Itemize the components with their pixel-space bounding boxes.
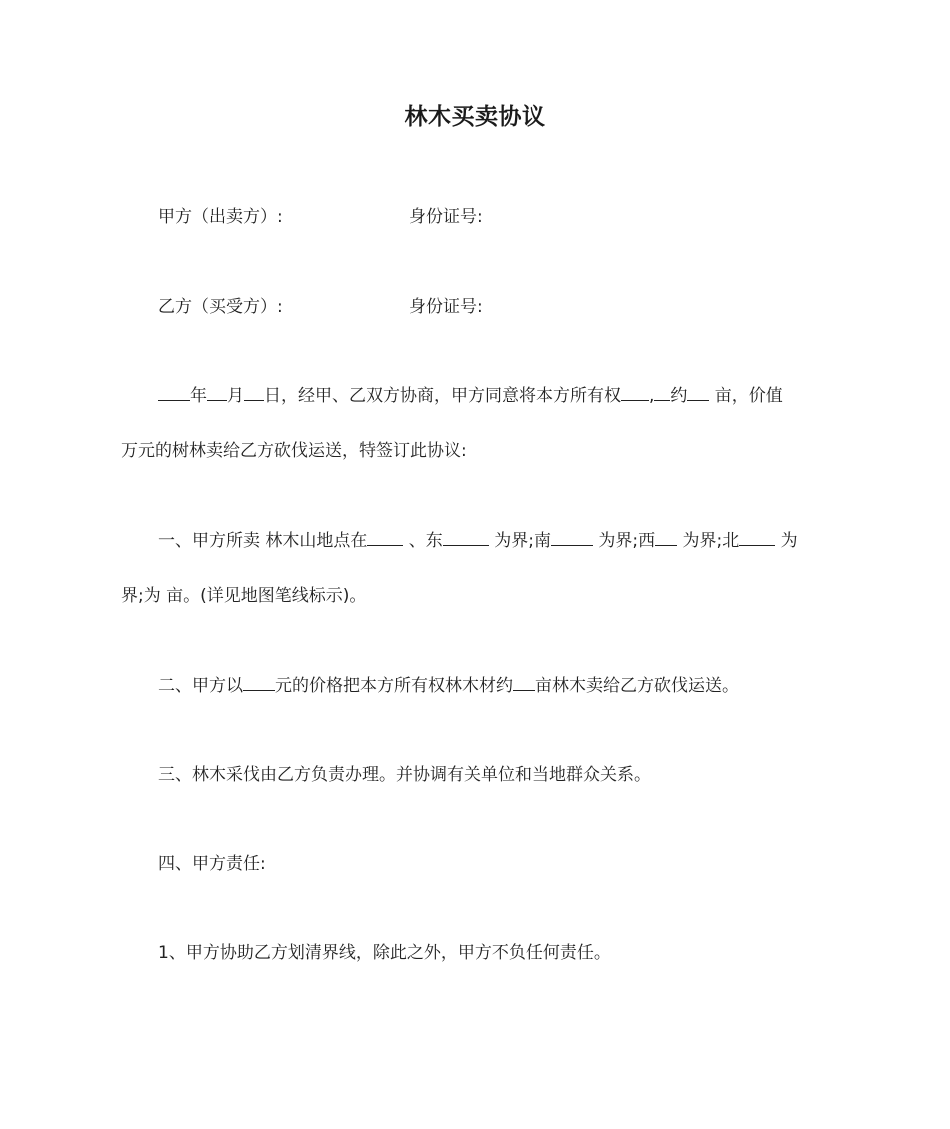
- intro-comma: ,: [649, 386, 655, 406]
- blank-ownership: [621, 386, 649, 401]
- blank-month: [207, 386, 227, 401]
- blank-area: [687, 386, 709, 401]
- blank-south: [551, 531, 593, 546]
- intro-month-text: 月: [227, 386, 244, 406]
- clause-1-south-text: 为界;南: [488, 531, 551, 551]
- intro-line-1: [121, 384, 868, 408]
- clause-1-north-text: 为界;北: [677, 531, 740, 551]
- clause-4-item-1: 1、甲方协助乙方划清界线，除此之外，甲方不负任何责任。: [158, 943, 611, 963]
- blank-mu: [513, 676, 535, 691]
- intro-value-text: 亩，价值: [709, 386, 783, 406]
- blank-north: [739, 531, 775, 546]
- clause-2-line: [121, 674, 868, 698]
- clause-2-timber-text: 元的价格把本方所有权林木材约: [275, 676, 513, 696]
- document-title: 林木买卖协议: [404, 104, 546, 130]
- party-b-label: 乙方（买受方）:: [158, 297, 283, 317]
- party-b-id-label: 身份证号:: [409, 297, 483, 317]
- blank-site: [367, 531, 403, 546]
- clause-3-line: 三、林木采伐由乙方负责办理。并协调有关单位和当地群众关系。: [158, 765, 651, 785]
- intro-agreement-text: 日，经甲、乙双方协商，甲方同意将本方所有权: [264, 386, 621, 406]
- blank-year: [158, 386, 190, 401]
- clause-1-end-text: 为: [775, 531, 798, 551]
- blank-location: [654, 386, 670, 401]
- clause-4-heading: 四、甲方责任:: [158, 854, 266, 874]
- clause-2-end-text: 亩林木卖给乙方砍伐运送。: [535, 676, 739, 696]
- clause-1-location-text: 一、甲方所卖 林木山地点在: [158, 531, 368, 551]
- blank-west: [655, 531, 677, 546]
- intro-year-text: 年: [190, 386, 207, 406]
- blank-east: [443, 531, 489, 546]
- blank-day: [244, 386, 264, 401]
- clause-1-west-text: 为界;西: [592, 531, 656, 551]
- blank-price: [243, 676, 275, 691]
- clause-1-line-1: [121, 529, 868, 553]
- party-a-line: [121, 205, 868, 229]
- intro-approx-text: 约: [670, 386, 688, 406]
- clause-1-line-2: 界;为 亩。(详见地图笔线标示)。: [121, 586, 367, 606]
- clause-2-price-text: 二、甲方以: [158, 676, 243, 696]
- party-a-id-label: 身份证号:: [409, 207, 483, 227]
- party-a-label: 甲方（出卖方）:: [158, 207, 283, 227]
- party-b-line: [121, 295, 868, 319]
- intro-line-2: 万元的树林卖给乙方砍伐运送，特签订此协议:: [121, 441, 467, 461]
- clause-1-east-text: 、东: [403, 531, 443, 551]
